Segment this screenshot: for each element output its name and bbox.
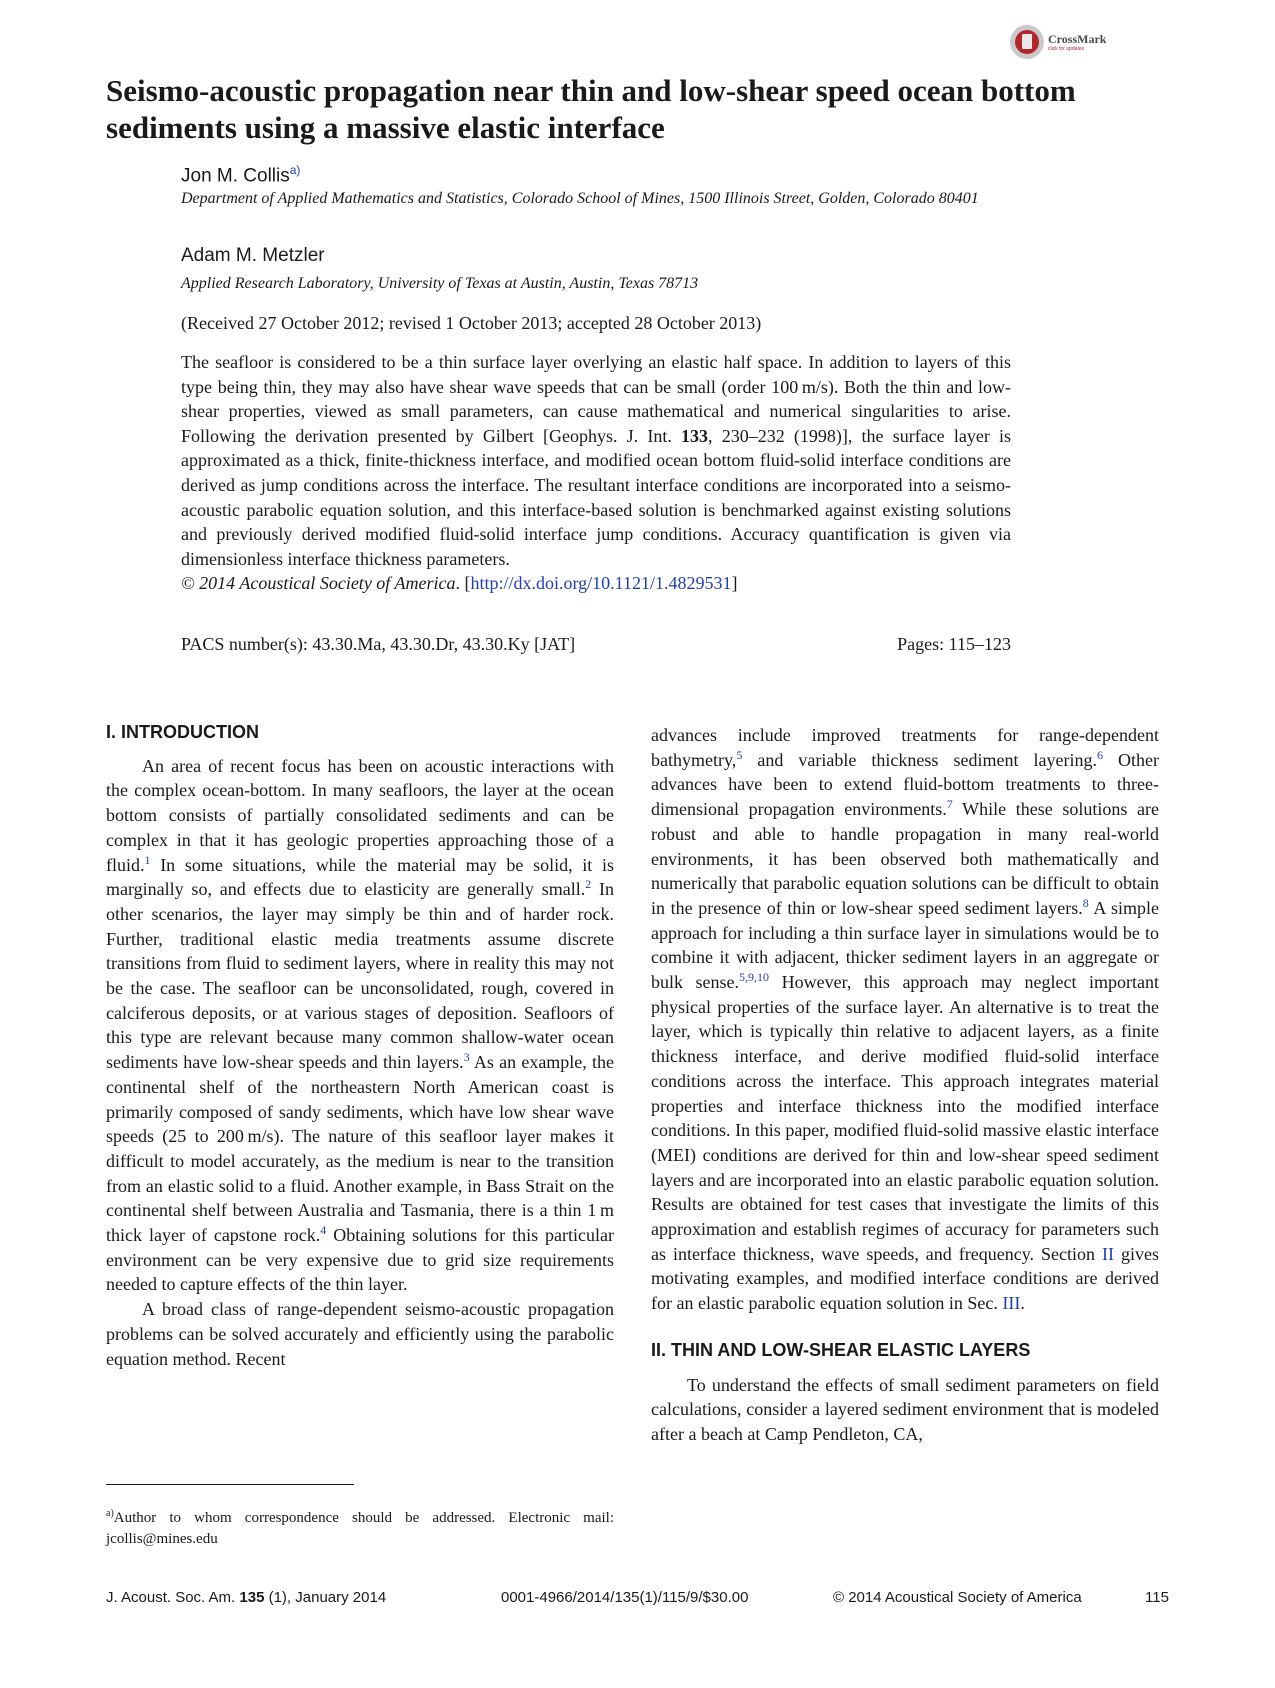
section2-paragraph-1: To understand the effects of small sediment parameters on field calculations, consider a layered sediment environment that is modeled after a beach at Camp Pendleton, CA, [651, 1374, 1159, 1444]
footnote-divider [106, 1484, 354, 1485]
section-heading-introduction: I. INTRODUCTION [106, 722, 259, 742]
abstract-volume: 133 [681, 425, 709, 446]
crossmark-label: CrossMark [1048, 31, 1107, 46]
citation-link[interactable]: 5,9,10 [739, 970, 770, 985]
intro-paragraph-2-start: A broad class of range-dependent seismo-acoustic propagation problems can be solved accurately and efficiently using the parabolic equation method. Recent [106, 1299, 614, 1369]
footnote: $^{a)}$Author to whom correspondence should be addressed. Electronic mail: jcollis@mines.edu [106, 1508, 614, 1547]
paper-title: Seismo-acoustic propagation near thin and low-shear speed ocean bottom sediments using a massive elastic interface [106, 73, 1076, 145]
intro-paragraph-1: An area of recent focus has been on acoustic interactions with the complex ocean-bottom. In many seafloors, the layer at the ocean bottom consists of partially consolidated sediments and can be complex in that it has geologic properties approaching those of a fluid.$^1$ In some situations, while the material may be solid, it is marginally so, and effects due to elasticity are generally small.$^2$ In other scenarios, the layer may simply be thin and of harder rock. Further, traditional elastic media treatments assume discrete transitions from fluid to sediment layers, where in reality this may not be the case. The seafloor can be unconsolidated, rough, covered in calciferous deposits, or at various stages of deposition. Seafloors of this type are relevant because many common shallow-water ocean sediments have low-shear speeds and thin layers.$^3$ As an example, the continental shelf of the northeastern North American coast is primarily composed of sandy sediments, which have low shear wave speeds (25 to 200 m/s). The nature of this seafloor layer makes it difficult to model accurately, as the medium is near to the transition from an elastic solid to a fluid. Another example, in Bass Strait on the continental shelf between Australia and Tasmania, there is a thin 1 m thick layer of capstone rock.$^4$ Obtaining solutions for this particular environment can be very expensive due to grid size requirements needed to capture effects of the thin layer. [106, 755, 614, 1295]
abstract-copyright-line: © 2014 Acoustical Society of America. [http://dx.doi.org/10.1121/1.4829531] [181, 573, 738, 594]
citation-link[interactable]: 4 [320, 1223, 327, 1238]
footer-copyright: © 2014 Acoustical Society of America [833, 1589, 1082, 1606]
author-name-2: Adam M. Metzler [181, 245, 325, 266]
abstract-copyright: © 2014 Acoustical Society of America [181, 573, 456, 594]
footer-journal: J. Acoust. Soc. Am. 135 (1), January 2014 [106, 1589, 387, 1606]
received-dates: (Received 27 October 2012; revised 1 October 2013; accepted 28 October 2013) [181, 313, 762, 333]
footer-page-number: 115 [1145, 1589, 1169, 1606]
page-range: Pages: 115–123 [897, 634, 1011, 654]
crossmark-sublabel: click for updates [1048, 45, 1085, 52]
intro-paragraph-2-continued: advances include improved treatments for range-dependent bathymetry,$^5$ and variable thickness sediment layering.$^6$ Other advances have been to extend fluid-bottom treatments to three-dimensional propagation environments.$^7$ While these solutions are robust and able to handle propagation in many real-world environments, it has been observed both mathematically and numerically that parabolic equation solutions can be difficult to obtain in the presence of thin or low-shear speed sediment layers.$^8$ A simple approach for including a thin surface layer in simulations would be to combine it with adjacent, thicker sediment layers in an aggregate or bulk sense.$^{5,9,10}$ However, this approach may neglect important physical properties of the surface layer. An alternative is to treat the layer, which is typically thin relative to adjacent layers, as a finite thickness interface, and derive modified fluid-solid interface conditions across the interface. This approach integrates material properties and interface thickness into the modified interface conditions. In this paper, modified fluid-solid massive elastic interface (MEI) conditions are derived for thin and low-shear speed sediment layers and are incorporated into an elastic parabolic equation solution. Results are obtained for test cases that investigate the limits of this approximation and establish regimes of accuracy for parameters such as interface thickness, wave speeds, and frequency. Section II gives motivating examples, and modified interface conditions are derived for an elastic parabolic equation solution in Sec. III. [651, 725, 1160, 1314]
citation-link[interactable]: 3 [463, 1050, 470, 1065]
doi-link[interactable]: http://dx.doi.org/10.1121/1.4829531 [470, 573, 732, 594]
footnote-mark: a) [106, 1508, 114, 1519]
section-link[interactable]: III [1002, 1293, 1021, 1314]
author-note-mark[interactable]: a) [289, 163, 301, 177]
pacs-row [181, 634, 1011, 655]
author-name-1: Jon M. Collis$^{a)}$ [181, 163, 301, 187]
citation-link[interactable]: 5 [736, 747, 743, 762]
author-affiliation-1: Department of Applied Mathematics and Statistics, Colorado School of Mines, 1500 Illinois Street, Golden, Colorado 80401 [181, 190, 979, 207]
citation-link[interactable]: 6 [1096, 747, 1103, 762]
section-link[interactable]: II [1102, 1243, 1115, 1264]
right-column [651, 723, 1159, 1447]
pacs-numbers: PACS number(s): 43.30.Ma, 43.30.Dr, 43.30.Ky [JAT] [181, 634, 576, 654]
crossmark-icon [1010, 25, 1044, 59]
citation-link[interactable]: 8 [1082, 895, 1089, 910]
citation-link[interactable]: 7 [946, 797, 953, 812]
crossmark-badge[interactable] [1010, 22, 1120, 62]
citation-link[interactable]: 1 [144, 852, 151, 867]
footer-issn: 0001-4966/2014/135(1)/115/9/$30.00 [501, 1589, 749, 1606]
left-column [106, 720, 614, 1371]
section-heading-thin-layers: II. THIN AND LOW-SHEAR ELASTIC LAYERS [651, 1339, 1031, 1360]
author-affiliation-2: Applied Research Laboratory, University of Texas at Austin, Austin, Texas 78713 [181, 275, 699, 292]
citation-link[interactable]: 2 [585, 877, 592, 892]
abstract: The seafloor is considered to be a thin surface layer overlying an elastic half space. In addition to layers of this type being thin, they may also have shear wave speeds that can be small (order 100 m/s). Both the thin and low-shear properties, viewed as small parameters, can cause mathematical and numerical singularities to arise. Following the derivation presented by Gilbert [Geophys. J. Int. 133, 230–232 (1998)], the surface layer is approximated as a thick, finite-thickness interface, and modified ocean bottom fluid-solid interface conditions are derived as jump conditions across the interface. The resultant interface conditions are incorporated into a seismo-acoustic parabolic equation solution, and this interface-based solution is benchmarked against existing solutions and previously derived modified fluid-solid interface jump conditions. Accuracy quantification is given via dimensionless interface thickness parameters. © 2014 Acoustical Society of America. [http://dx.doi.org/10.1121/1.4829531] [181, 350, 1011, 596]
